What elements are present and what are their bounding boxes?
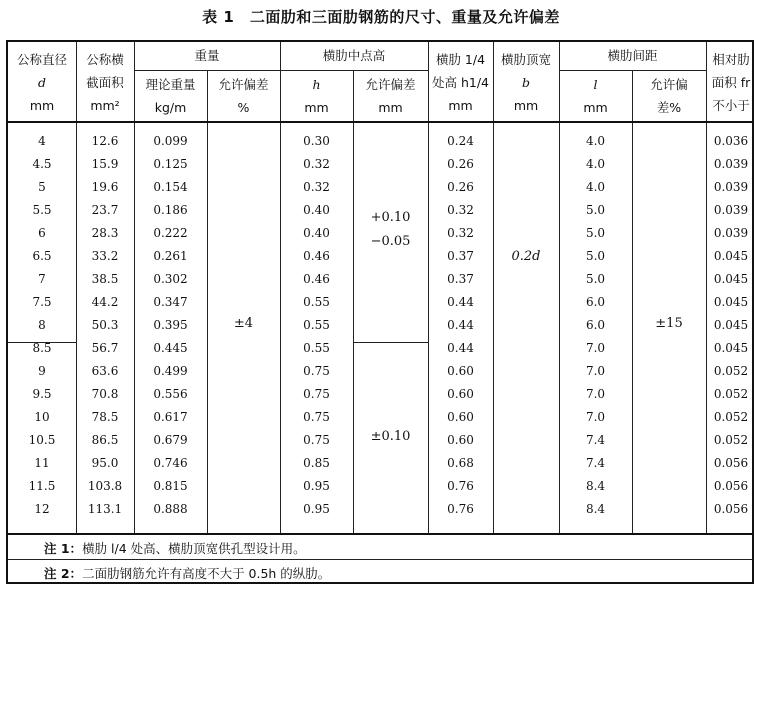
table-cell-h14: 0.37 (447, 272, 474, 286)
table-cell-l: 7.0 (585, 387, 606, 401)
spacing-tolerance-value: ±15 (655, 316, 683, 331)
header-weight-group: 重量 (194, 48, 220, 63)
table-cell-weight: 0.302 (153, 272, 188, 286)
table-cell-weight: 0.347 (153, 295, 188, 309)
table-cell-fr: 0.052 (713, 387, 749, 401)
table-cell-l: 5.0 (585, 226, 606, 240)
table-cell-weight: 0.186 (153, 203, 188, 217)
table-cell-h: 0.32 (303, 180, 330, 194)
table-cell-d: 11.5 (28, 479, 56, 493)
table-cell-h: 0.46 (303, 249, 330, 263)
header-rib-mid-h: h mm (304, 77, 329, 115)
table-cell-area: 56.7 (91, 341, 119, 355)
table-cell-fr: 0.045 (713, 341, 749, 355)
table-cell-d: 10 (34, 410, 50, 424)
rib-top-width-value: 0.2d (511, 249, 541, 264)
table-cell-h: 0.95 (303, 479, 330, 493)
table-cell-d: 9.5 (32, 387, 52, 401)
table-cell-area: 44.2 (91, 295, 119, 309)
table-cell-l: 7.0 (585, 410, 606, 424)
table-cell-area: 113.1 (87, 502, 123, 516)
table-bottom-rule (8, 533, 754, 535)
table-cell-h14: 0.60 (447, 364, 474, 378)
table-cell-weight: 0.395 (153, 318, 188, 332)
table-cell-d: 7 (38, 272, 46, 286)
table-cell-h14: 0.60 (447, 433, 474, 447)
table-cell-weight: 0.815 (153, 479, 188, 493)
table-cell-fr: 0.045 (713, 295, 749, 309)
table-cell-d: 4 (38, 134, 46, 148)
table-cell-area: 23.7 (91, 203, 119, 217)
table-cell-d: 8 (38, 318, 46, 332)
table-cell-fr: 0.052 (713, 410, 749, 424)
table-cell-area: 33.2 (91, 249, 119, 263)
table-cell-h: 0.75 (303, 410, 330, 424)
col-divider (353, 70, 354, 533)
header-spacing-tolerance: 允许偏 差% (650, 77, 688, 115)
table-cell-h14: 0.26 (447, 180, 474, 194)
table-title: 表 1 二面肋和三面肋钢筋的尺寸、重量及允许偏差 (202, 8, 560, 26)
table-cell-l: 4.0 (585, 134, 606, 148)
table-cell-h: 0.75 (303, 387, 330, 401)
table-cell-h14: 0.32 (447, 203, 474, 217)
table-cell-fr: 0.045 (713, 272, 749, 286)
table-cell-l: 4.0 (585, 157, 606, 171)
table-cell-weight: 0.154 (153, 180, 188, 194)
table-cell-fr: 0.056 (713, 502, 749, 516)
header-rib-quarter-height: 横肋 1/4 处高 h1/4 mm (431, 52, 489, 113)
table-cell-fr: 0.056 (713, 479, 749, 493)
table-cell-h14: 0.37 (447, 249, 474, 263)
table-cell-h14: 0.60 (447, 387, 474, 401)
table-cell-h14: 0.32 (447, 226, 474, 240)
col-divider (207, 70, 208, 533)
table-cell-area: 95.0 (91, 456, 119, 470)
table-cell-weight: 0.125 (153, 157, 188, 171)
table-cell-fr: 0.052 (713, 364, 749, 378)
table-cell-h: 0.75 (303, 364, 330, 378)
table-cell-fr: 0.039 (713, 226, 749, 240)
table-cell-l: 7.0 (585, 364, 606, 378)
rib-height-tolerance-lower: ±0.10 (370, 429, 411, 444)
table-cell-h14: 0.44 (447, 295, 474, 309)
table-cell-d: 8.5 (32, 341, 52, 355)
header-bottom-rule (8, 121, 754, 123)
header-spacing-l: l mm (583, 77, 608, 115)
table-cell-weight: 0.222 (153, 226, 188, 240)
header-relative-rib-area: 相对肋 面积 fr 不小于 (711, 52, 751, 113)
table-cell-h: 0.55 (303, 318, 330, 332)
table-cell-area: 38.5 (91, 272, 119, 286)
col-divider (632, 70, 633, 533)
table-cell-d: 10.5 (28, 433, 56, 447)
table-cell-area: 12.6 (91, 134, 119, 148)
table-cell-d: 5.5 (32, 203, 52, 217)
table-cell-l: 7.4 (585, 433, 606, 447)
table-cell-h: 0.30 (303, 134, 330, 148)
table-cell-h14: 0.68 (447, 456, 474, 470)
table-cell-fr: 0.045 (713, 249, 749, 263)
header-diameter: 公称直径 d mm (16, 52, 67, 113)
table-cell-weight: 0.617 (153, 410, 188, 424)
header-weight-theory: 理论重量 kg/m (145, 77, 196, 115)
header-rib-mid-group: 横肋中点高 (322, 48, 386, 63)
table-cell-l: 4.0 (585, 180, 606, 194)
note-2: 注 2：二面肋钢筋允许有高度不大于 0.5h 的纵肋。 (44, 566, 331, 581)
rib-height-tolerance-upper-minus: −0.05 (370, 234, 411, 249)
table-cell-h14: 0.44 (447, 341, 474, 355)
table-cell-h: 0.40 (303, 226, 330, 240)
table-cell-d: 11 (34, 456, 50, 470)
note-1: 注 1：横肋 l/4 处高、横肋顶宽供孔型设计用。 (44, 541, 306, 556)
table-cell-d: 6 (38, 226, 46, 240)
table-cell-fr: 0.039 (713, 180, 749, 194)
table-cell-weight: 0.445 (153, 341, 188, 355)
table-cell-d: 5 (38, 180, 46, 194)
table-cell-weight: 0.679 (153, 433, 188, 447)
table-cell-area: 78.5 (91, 410, 119, 424)
table-cell-l: 5.0 (585, 249, 606, 263)
table-cell-area: 19.6 (91, 180, 119, 194)
table-cell-area: 86.5 (91, 433, 119, 447)
table-cell-h14: 0.76 (447, 479, 474, 493)
table-cell-h: 0.32 (303, 157, 330, 171)
table-cell-weight: 0.888 (153, 502, 188, 516)
table-cell-l: 7.0 (585, 341, 606, 355)
table-cell-l: 5.0 (585, 272, 606, 286)
table-cell-weight: 0.099 (153, 134, 188, 148)
table-cell-fr: 0.056 (713, 456, 749, 470)
table-cell-d: 4.5 (32, 157, 52, 171)
table-cell-h: 0.46 (303, 272, 330, 286)
rib-height-tolerance-upper-plus: +0.10 (370, 210, 411, 225)
table-cell-l: 6.0 (585, 318, 606, 332)
table-cell-area: 15.9 (91, 157, 119, 171)
table-cell-l: 8.4 (585, 502, 606, 516)
table-cell-h14: 0.24 (447, 134, 474, 148)
header-rib-mid-tolerance: 允许偏差 mm (365, 77, 416, 115)
table-cell-h: 0.55 (303, 341, 330, 355)
table-cell-fr: 0.039 (713, 203, 749, 217)
table-cell-d: 6.5 (32, 249, 52, 263)
table-cell-area: 28.3 (91, 226, 119, 240)
header-rib-top-width: 横肋顶宽 b mm (500, 52, 551, 113)
table-cell-h: 0.40 (303, 203, 330, 217)
weight-tolerance-value: ±4 (233, 316, 254, 331)
table-cell-h: 0.75 (303, 433, 330, 447)
table-cell-weight: 0.746 (153, 456, 188, 470)
table-cell-h14: 0.44 (447, 318, 474, 332)
header-area: 公称横 截面积 mm² (86, 52, 124, 113)
table-cell-area: 103.8 (87, 479, 123, 493)
table-cell-l: 5.0 (585, 203, 606, 217)
table-cell-area: 63.6 (91, 364, 119, 378)
note-divider (8, 559, 754, 560)
table-cell-l: 6.0 (585, 295, 606, 309)
table-cell-d: 7.5 (32, 295, 52, 309)
table-cell-area: 50.3 (91, 318, 119, 332)
table-cell-d: 9 (38, 364, 46, 378)
table-cell-h14: 0.76 (447, 502, 474, 516)
header-weight-tolerance: 允许偏差 % (218, 77, 269, 115)
tolerance-group-divider (353, 342, 428, 343)
table-cell-l: 7.4 (585, 456, 606, 470)
table-cell-fr: 0.045 (713, 318, 749, 332)
table-cell-h: 0.95 (303, 502, 330, 516)
group-underline (559, 70, 706, 71)
group-underline (280, 70, 428, 71)
table-cell-fr: 0.036 (713, 134, 749, 148)
table-cell-l: 8.4 (585, 479, 606, 493)
table-cell-weight: 0.556 (153, 387, 188, 401)
table-cell-fr: 0.039 (713, 157, 749, 171)
group-underline (134, 70, 280, 71)
table-cell-h: 0.55 (303, 295, 330, 309)
table-cell-h14: 0.60 (447, 410, 474, 424)
table-cell-fr: 0.052 (713, 433, 749, 447)
table-cell-weight: 0.261 (153, 249, 188, 263)
table-cell-area: 70.8 (91, 387, 119, 401)
table-cell-h: 0.85 (303, 456, 330, 470)
spec-table (6, 40, 754, 584)
table-cell-weight: 0.499 (153, 364, 188, 378)
header-spacing-group: 横肋间距 (607, 48, 658, 63)
table-cell-h14: 0.26 (447, 157, 474, 171)
table-cell-d: 12 (34, 502, 50, 516)
